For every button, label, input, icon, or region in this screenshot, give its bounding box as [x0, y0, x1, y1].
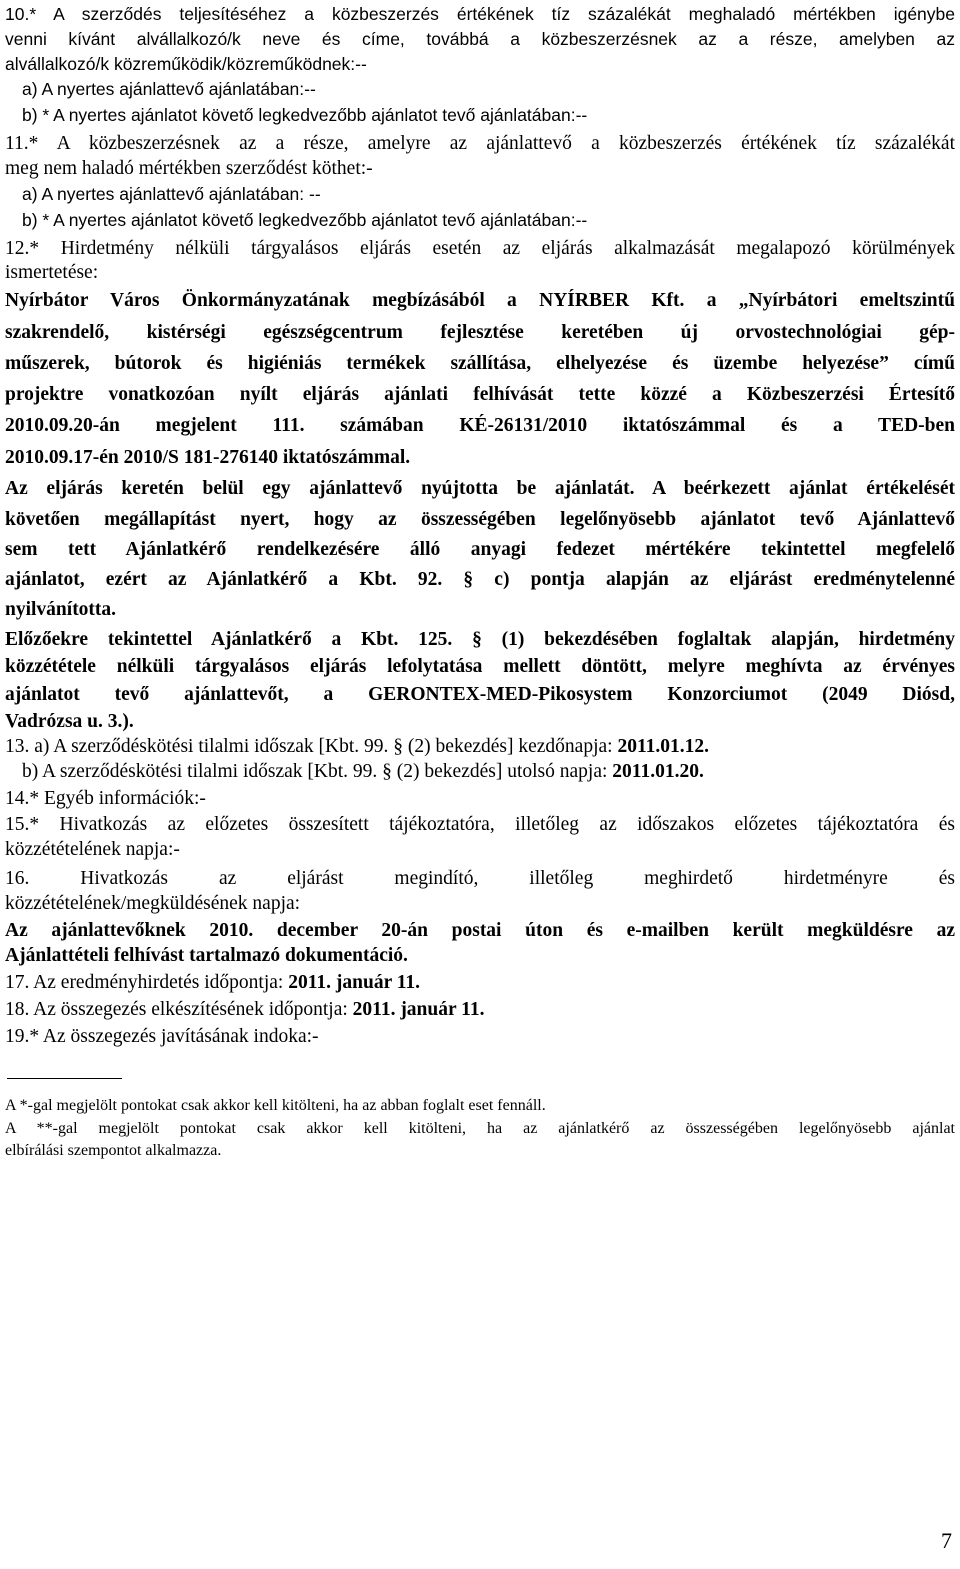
item-15-line-1: 15.* Hivatkozás az előzetes összesített tájékoztatóra, illetőleg az időszakos előzetes tájékoztatóra és — [5, 814, 955, 835]
item-12-text-11: nyilvánította. — [5, 599, 117, 620]
page-number: 7 — [941, 1528, 952, 1553]
item-18-label: 18. Az összegezés elkészítésének időpontja: — [5, 999, 353, 1020]
item-13-a-label: 13. a) A szerződéskötési tilalmi időszak [Kbt. 99. § (2) bekezdés] kezdőnapja: — [5, 736, 618, 757]
item-14: 14.* Egyéb információk:- — [5, 788, 206, 809]
item-12-text-15: Vadrózsa u. 3.). — [5, 711, 134, 732]
footnote-1: A *-gal megjelölt pontokat csak akkor kell kitölteni, ha az abban foglalt eset fennáll. — [5, 1097, 546, 1114]
item-10-a: a) A nyertes ajánlattevő ajánlatában:-- — [22, 79, 316, 99]
item-13-b — [22, 760, 955, 784]
item-10-b: b) * A nyertes ajánlatot követő legkedvezőbb ajánlatot tevő ajánlatában:-- — [22, 105, 588, 125]
item-10-line-3: alvállalkozó/k közreműködik/közreműködnek:-- — [5, 54, 367, 74]
item-12-text-3: műszerek, bútorok és higiéniás termékek szállítása, elhelyezése és üzembe helyezése” című — [5, 353, 955, 374]
item-12-line-2: ismertetése: — [5, 262, 99, 283]
item-12-text-13: közzététele nélküli tárgyalásos eljárás lefolytatása mellett döntött, melyre meghívta az érvényes — [5, 656, 955, 677]
item-16-line-1: 16. Hivatkozás az eljárást megindító, illetőleg meghirdető hirdetményre és — [5, 868, 955, 889]
item-11-line-1: 11.* A közbeszerzésnek az a része, amelyre az ajánlattevő a közbeszerzés értékének tíz százalékát — [5, 133, 955, 154]
item-19: 19.* Az összegezés javításának indoka:- — [5, 1026, 319, 1047]
item-12-text-1: Nyírbátor Város Önkormányzatának megbízásából a NYÍRBER Kft. a „Nyírbátori emeltszintű — [5, 290, 955, 311]
item-11-a: a) A nyertes ajánlattevő ajánlatában: -- — [22, 184, 321, 204]
item-12-text-12: Előzőekre tekintettel Ajánlatkérő a Kbt. 125. § (1) bekezdésében foglaltak alapján, hirdetmény — [5, 629, 955, 650]
item-13-b-date: 2011.01.20. — [612, 761, 704, 782]
item-12-text-9: sem tett Ajánlatkérő rendelkezésére álló anyagi fedezet mértékére tekintettel megfelelő — [5, 539, 955, 560]
item-10-line-1: 10.* A szerződés teljesítéséhez a közbeszerzés értékének tíz százalékát meghaladó mértékben igénybe — [5, 4, 955, 24]
item-12-line-1: 12.* Hirdetmény nélküli tárgyalásos eljárás esetén az eljárás alkalmazását megalapozó körülmények — [5, 238, 955, 259]
item-13-a — [5, 735, 955, 759]
item-12-text-5: 2010.09.20-án megjelent 111. számában KÉ-26131/2010 iktatószámmal és a TED-ben — [5, 415, 955, 436]
item-12-text-6: 2010.09.17-én 2010/S 181-276140 iktatószámmal. — [5, 447, 411, 468]
item-13-a-date: 2011.01.12. — [617, 736, 710, 757]
item-12-text-10: ajánlatot, ezért az Ajánlatkérő a Kbt. 92. § c) pontja alapján az eljárást eredménytelenné — [5, 569, 955, 590]
item-16-line-2: közzétételének/megküldésének napja: — [5, 893, 301, 914]
footnote-separator — [7, 1078, 122, 1079]
item-17-label: 17. Az eredményhirdetés időpontja: — [5, 972, 289, 993]
footnote-2-line-2: elbírálási szempontot alkalmazza. — [5, 1142, 222, 1159]
item-18 — [5, 998, 955, 1022]
item-10-line-2: venni kívánt alvállalkozó/k neve és címe, továbbá a közbeszerzésnek az a része, amelyben az — [5, 29, 955, 49]
item-16-text-1: Az ajánlattevőknek 2010. december 20-án postai úton és e-mailben került megküldésre az — [5, 920, 955, 941]
item-18-date: 2011. január 11. — [352, 999, 485, 1020]
item-17-date: 2011. január 11. — [288, 972, 421, 993]
item-11-b: b) * A nyertes ajánlatot követő legkedvezőbb ajánlatot tevő ajánlatában:-- — [22, 210, 588, 230]
item-12-text-7: Az eljárás keretén belül egy ajánlattevő nyújtotta be ajánlatát. A beérkezett ajánlat értékelését — [5, 478, 955, 499]
item-12-text-4: projektre vonatkozóan nyílt eljárás ajánlati felhívását tette közzé a Közbeszerzési Értesítő — [5, 384, 955, 405]
item-11-line-2: meg nem haladó mértékben szerződést köthet:- — [5, 158, 373, 179]
item-13-b-label: b) A szerződéskötési tilalmi időszak [Kbt. 99. § (2) bekezdés] utolsó napja: — [22, 761, 613, 782]
item-12-text-2: szakrendelő, kistérségi egészségcentrum fejlesztése keretében új orvostechnológiai gép- — [5, 322, 955, 343]
item-12-text-14: ajánlatot tevő ajánlattevőt, a GERONTEX-MED-Pikosystem Konzorciumot (2049 Diósd, — [5, 684, 955, 705]
item-12-text-8: követően megállapítást nyert, hogy az összességében legelőnyösebb ajánlatot tevő Ajánlattevő — [5, 509, 955, 530]
item-17 — [5, 971, 955, 995]
item-16-text-2: Ajánlattételi felhívást tartalmazó dokumentáció. — [5, 945, 408, 966]
footnote-2-line-1: A **-gal megjelölt pontokat csak akkor kell kitölteni, ha az ajánlatkérő az összességében legelőnyösebb ajánlat — [5, 1120, 955, 1137]
item-15-line-2: közzétételének napja:- — [5, 839, 180, 860]
